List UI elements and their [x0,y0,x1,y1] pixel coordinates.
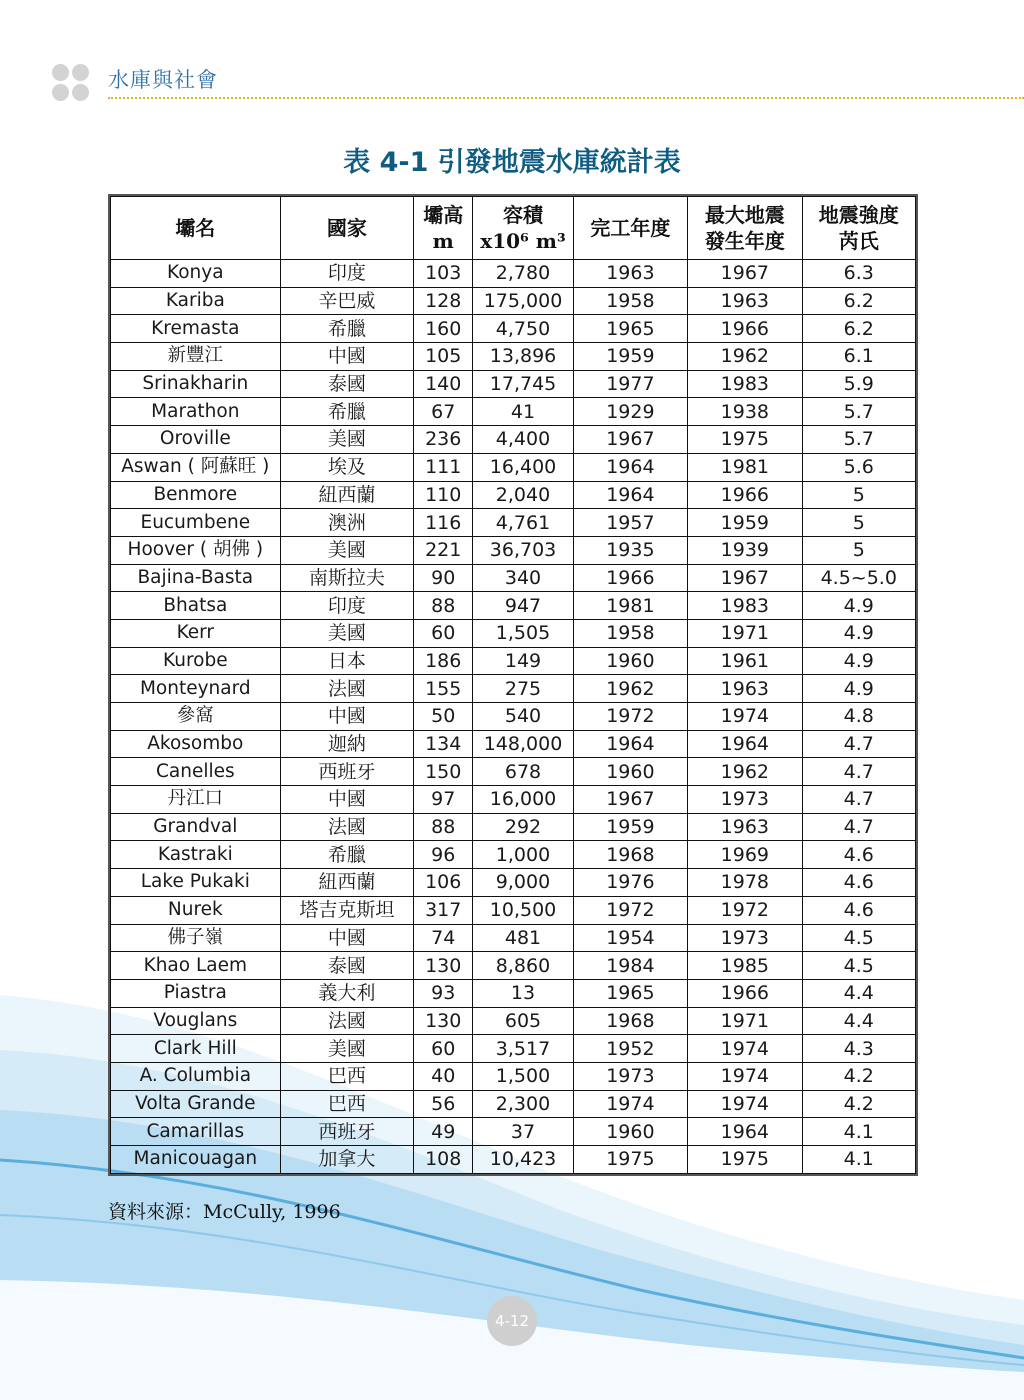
table-row [111,1146,916,1174]
table-row [111,315,916,343]
dam-name-cell: Kurobe [111,647,281,675]
completion-year-cell: 1963 [573,260,687,288]
table-row [111,924,916,952]
height-cell: 317 [414,896,473,924]
height-cell: 60 [414,619,473,647]
volume-cell: 540 [473,703,573,731]
magnitude-cell: 4.1 [802,1146,915,1174]
height-cell: 116 [414,509,473,537]
country-cell: 日本 [280,647,413,675]
magnitude-cell: 4.5 [802,924,915,952]
height-cell: 140 [414,370,473,398]
dam-name-cell: Hoover ( 胡佛 ) [111,536,281,564]
completion-year-cell: 1964 [573,481,687,509]
height-cell: 50 [414,703,473,731]
table-row [111,703,916,731]
page-number-badge: 4-12 [487,1296,537,1346]
volume-cell: 481 [473,924,573,952]
completion-year-cell: 1960 [573,647,687,675]
dam-name-cell: Benmore [111,481,281,509]
completion-year-cell: 1929 [573,398,687,426]
dam-name-cell: Khao Laem [111,952,281,980]
height-cell: 186 [414,647,473,675]
header-title: 水庫與社會 [108,68,218,92]
dam-name-cell: Piastra [111,979,281,1007]
volume-cell: 148,000 [473,730,573,758]
magnitude-cell: 6.2 [802,287,915,315]
magnitude-cell: 4.5 [802,952,915,980]
dam-name-cell: Akosombo [111,730,281,758]
quake-year-cell: 1959 [688,509,802,537]
magnitude-cell: 5 [802,481,915,509]
completion-year-cell: 1960 [573,1118,687,1146]
magnitude-cell: 4.7 [802,758,915,786]
height-cell: 150 [414,758,473,786]
dam-name-cell: Vouglans [111,1007,281,1035]
column-header-line1: 完工年度 [590,216,671,240]
quake-year-cell: 1974 [688,1090,802,1118]
column-header-line1: 壩名 [175,216,216,240]
column-header-line1: 最大地震 [704,203,785,227]
volume-cell: 678 [473,758,573,786]
dam-name-cell: Oroville [111,426,281,454]
volume-cell: 947 [473,592,573,620]
table-row [111,619,916,647]
quake-year-cell: 1964 [688,1118,802,1146]
dam-name-cell: 參窩 [111,703,281,731]
magnitude-cell: 4.9 [802,619,915,647]
magnitude-cell: 4.9 [802,675,915,703]
volume-cell: 4,400 [473,426,573,454]
completion-year-cell: 1973 [573,1062,687,1090]
height-cell: 110 [414,481,473,509]
table-row [111,952,916,980]
completion-year-cell: 1972 [573,703,687,731]
quake-year-cell: 1964 [688,730,802,758]
quake-year-cell: 1974 [688,703,802,731]
quake-year-cell: 1974 [688,1062,802,1090]
column-header [414,197,473,260]
height-cell: 88 [414,592,473,620]
volume-cell: 1,000 [473,841,573,869]
dam-name-cell: Grandval [111,813,281,841]
country-cell: 法國 [280,1007,413,1035]
table-row [111,1118,916,1146]
reservoir-earthquake-table [108,194,918,1176]
volume-cell: 149 [473,647,573,675]
completion-year-cell: 1968 [573,841,687,869]
column-header-line2: m [432,229,454,253]
magnitude-cell: 4.2 [802,1090,915,1118]
quake-year-cell: 1966 [688,481,802,509]
table-title: 表 4-1 引發地震水庫統計表 [343,147,681,178]
dam-name-cell: 新豐江 [111,343,281,371]
magnitude-cell: 4.7 [802,730,915,758]
country-cell: 泰國 [280,952,413,980]
height-cell: 56 [414,1090,473,1118]
completion-year-cell: 1977 [573,370,687,398]
quake-year-cell: 1985 [688,952,802,980]
country-cell: 泰國 [280,370,413,398]
quake-year-cell: 1963 [688,287,802,315]
dam-name-cell: Kastraki [111,841,281,869]
quake-year-cell: 1938 [688,398,802,426]
volume-cell: 10,423 [473,1146,573,1174]
volume-cell: 41 [473,398,573,426]
completion-year-cell: 1954 [573,924,687,952]
height-cell: 160 [414,315,473,343]
volume-cell: 10,500 [473,896,573,924]
table-row [111,536,916,564]
dam-name-cell: Kerr [111,619,281,647]
height-cell: 67 [414,398,473,426]
quake-year-cell: 1978 [688,869,802,897]
magnitude-cell: 4.9 [802,592,915,620]
completion-year-cell: 1975 [573,1146,687,1174]
column-header [111,197,281,260]
table-row [111,481,916,509]
completion-year-cell: 1959 [573,813,687,841]
table-row [111,647,916,675]
volume-cell: 1,500 [473,1062,573,1090]
height-cell: 74 [414,924,473,952]
quake-year-cell: 1963 [688,675,802,703]
quake-year-cell: 1966 [688,315,802,343]
magnitude-cell: 6.2 [802,315,915,343]
country-cell: 南斯拉夫 [280,564,413,592]
country-cell: 中國 [280,703,413,731]
height-cell: 103 [414,260,473,288]
height-cell: 106 [414,869,473,897]
country-cell: 埃及 [280,453,413,481]
completion-year-cell: 1981 [573,592,687,620]
volume-cell: 13,896 [473,343,573,371]
table-row [111,813,916,841]
magnitude-cell: 5.9 [802,370,915,398]
country-cell: 西班牙 [280,758,413,786]
table-row [111,1062,916,1090]
completion-year-cell: 1957 [573,509,687,537]
magnitude-cell: 5.6 [802,453,915,481]
table-row [111,1035,916,1063]
country-cell: 塔吉克斯坦 [280,896,413,924]
country-cell: 迦納 [280,730,413,758]
magnitude-cell: 4.6 [802,896,915,924]
magnitude-cell: 4.4 [802,979,915,1007]
column-header [688,197,802,260]
table-row [111,675,916,703]
dam-name-cell: Camarillas [111,1118,281,1146]
country-cell: 巴西 [280,1062,413,1090]
country-cell: 加拿大 [280,1146,413,1174]
table-row [111,260,916,288]
dam-name-cell: A. Columbia [111,1062,281,1090]
quake-year-cell: 1981 [688,453,802,481]
completion-year-cell: 1962 [573,675,687,703]
completion-year-cell: 1976 [573,869,687,897]
completion-year-cell: 1958 [573,619,687,647]
completion-year-cell: 1967 [573,426,687,454]
quake-year-cell: 1963 [688,813,802,841]
column-header-line2: x10⁶ m³ [480,229,566,253]
quake-year-cell: 1962 [688,758,802,786]
volume-cell: 37 [473,1118,573,1146]
dam-name-cell: Canelles [111,758,281,786]
dam-name-cell: Volta Grande [111,1090,281,1118]
table-header-row [111,197,916,260]
table-row [111,979,916,1007]
dam-name-cell: Lake Pukaki [111,869,281,897]
dam-name-cell: Nurek [111,896,281,924]
dam-name-cell: Clark Hill [111,1035,281,1063]
dam-name-cell: Kremasta [111,315,281,343]
completion-year-cell: 1984 [573,952,687,980]
table-row [111,730,916,758]
volume-cell: 3,517 [473,1035,573,1063]
magnitude-cell: 4.3 [802,1035,915,1063]
dam-name-cell: 丹江口 [111,786,281,814]
height-cell: 96 [414,841,473,869]
dam-name-cell: Bajina-Basta [111,564,281,592]
magnitude-cell: 4.6 [802,841,915,869]
quake-year-cell: 1973 [688,924,802,952]
volume-cell: 2,040 [473,481,573,509]
quake-year-cell: 1983 [688,592,802,620]
height-cell: 108 [414,1146,473,1174]
quake-year-cell: 1973 [688,786,802,814]
table-row [111,343,916,371]
quake-year-cell: 1967 [688,564,802,592]
table-row [111,398,916,426]
volume-cell: 2,300 [473,1090,573,1118]
magnitude-cell: 4.9 [802,647,915,675]
quake-year-cell: 1939 [688,536,802,564]
table-row [111,786,916,814]
height-cell: 60 [414,1035,473,1063]
country-cell: 西班牙 [280,1118,413,1146]
table-row [111,370,916,398]
country-cell: 中國 [280,786,413,814]
country-cell: 希臘 [280,315,413,343]
completion-year-cell: 1964 [573,453,687,481]
country-cell: 辛巴威 [280,287,413,315]
column-header [280,197,413,260]
table-row [111,592,916,620]
height-cell: 111 [414,453,473,481]
quake-year-cell: 1967 [688,260,802,288]
volume-cell: 16,000 [473,786,573,814]
volume-cell: 16,400 [473,453,573,481]
volume-cell: 13 [473,979,573,1007]
column-header-line2: 芮氏 [838,229,879,253]
height-cell: 40 [414,1062,473,1090]
height-cell: 49 [414,1118,473,1146]
country-cell: 中國 [280,343,413,371]
table-row [111,287,916,315]
quake-year-cell: 1983 [688,370,802,398]
completion-year-cell: 1964 [573,730,687,758]
volume-cell: 1,505 [473,619,573,647]
volume-cell: 36,703 [473,536,573,564]
column-header-line1: 國家 [326,216,367,240]
dam-name-cell: 佛子嶺 [111,924,281,952]
volume-cell: 275 [473,675,573,703]
country-cell: 印度 [280,260,413,288]
column-header [573,197,687,260]
magnitude-cell: 4.6 [802,869,915,897]
magnitude-cell: 5.7 [802,398,915,426]
dam-name-cell: Eucumbene [111,509,281,537]
magnitude-cell: 4.1 [802,1118,915,1146]
height-cell: 128 [414,287,473,315]
volume-cell: 4,761 [473,509,573,537]
completion-year-cell: 1965 [573,979,687,1007]
quake-year-cell: 1969 [688,841,802,869]
table-row [111,841,916,869]
country-cell: 澳洲 [280,509,413,537]
column-header [802,197,915,260]
table-row [111,1090,916,1118]
country-cell: 紐西蘭 [280,481,413,509]
magnitude-cell: 5.7 [802,426,915,454]
country-cell: 中國 [280,924,413,952]
country-cell: 紐西蘭 [280,869,413,897]
magnitude-cell: 4.2 [802,1062,915,1090]
height-cell: 134 [414,730,473,758]
column-header-line1: 容積 [503,203,543,227]
country-cell: 美國 [280,536,413,564]
table-row [111,509,916,537]
country-cell: 美國 [280,619,413,647]
dam-name-cell: Kariba [111,287,281,315]
table-row [111,869,916,897]
column-header-line1: 地震強度 [818,203,899,227]
quake-year-cell: 1975 [688,426,802,454]
table-row [111,564,916,592]
table-row [111,426,916,454]
table-row [111,1007,916,1035]
height-cell: 93 [414,979,473,1007]
volume-cell: 175,000 [473,287,573,315]
completion-year-cell: 1960 [573,758,687,786]
quake-year-cell: 1962 [688,343,802,371]
header-dots-icon [52,64,92,104]
country-cell: 巴西 [280,1090,413,1118]
dam-name-cell: Manicouagan [111,1146,281,1174]
completion-year-cell: 1967 [573,786,687,814]
volume-cell: 8,860 [473,952,573,980]
dam-name-cell: Aswan ( 阿蘇旺 ) [111,453,281,481]
dam-name-cell: Konya [111,260,281,288]
quake-year-cell: 1975 [688,1146,802,1174]
height-cell: 88 [414,813,473,841]
magnitude-cell: 5 [802,536,915,564]
source-note: 資料來源：McCully, 1996 [108,1201,341,1223]
completion-year-cell: 1968 [573,1007,687,1035]
height-cell: 130 [414,1007,473,1035]
quake-year-cell: 1961 [688,647,802,675]
magnitude-cell: 4.5~5.0 [802,564,915,592]
table-row [111,758,916,786]
country-cell: 美國 [280,426,413,454]
volume-cell: 2,780 [473,260,573,288]
volume-cell: 292 [473,813,573,841]
completion-year-cell: 1952 [573,1035,687,1063]
height-cell: 221 [414,536,473,564]
dam-name-cell: Bhatsa [111,592,281,620]
magnitude-cell: 6.1 [802,343,915,371]
completion-year-cell: 1972 [573,896,687,924]
height-cell: 105 [414,343,473,371]
quake-year-cell: 1971 [688,619,802,647]
volume-cell: 605 [473,1007,573,1035]
volume-cell: 340 [473,564,573,592]
country-cell: 希臘 [280,398,413,426]
volume-cell: 17,745 [473,370,573,398]
height-cell: 97 [414,786,473,814]
completion-year-cell: 1959 [573,343,687,371]
column-header-line1: 壩高 [423,203,464,227]
volume-cell: 9,000 [473,869,573,897]
quake-year-cell: 1971 [688,1007,802,1035]
magnitude-cell: 5 [802,509,915,537]
data-table [110,196,916,1174]
country-cell: 印度 [280,592,413,620]
country-cell: 法國 [280,813,413,841]
country-cell: 希臘 [280,841,413,869]
completion-year-cell: 1966 [573,564,687,592]
magnitude-cell: 4.8 [802,703,915,731]
magnitude-cell: 4.7 [802,786,915,814]
dam-name-cell: Marathon [111,398,281,426]
table-row [111,896,916,924]
height-cell: 155 [414,675,473,703]
quake-year-cell: 1974 [688,1035,802,1063]
dam-name-cell: Srinakharin [111,370,281,398]
volume-cell: 4,750 [473,315,573,343]
magnitude-cell: 4.4 [802,1007,915,1035]
completion-year-cell: 1935 [573,536,687,564]
dam-name-cell: Monteynard [111,675,281,703]
column-header [473,197,573,260]
quake-year-cell: 1966 [688,979,802,1007]
magnitude-cell: 6.3 [802,260,915,288]
quake-year-cell: 1972 [688,896,802,924]
completion-year-cell: 1974 [573,1090,687,1118]
height-cell: 236 [414,426,473,454]
height-cell: 90 [414,564,473,592]
header-divider [108,97,1024,99]
height-cell: 130 [414,952,473,980]
table-body [111,260,916,1174]
completion-year-cell: 1965 [573,315,687,343]
country-cell: 義大利 [280,979,413,1007]
running-header [52,64,1024,104]
completion-year-cell: 1958 [573,287,687,315]
country-cell: 美國 [280,1035,413,1063]
column-header-line2: 發生年度 [704,229,785,253]
table-row [111,453,916,481]
magnitude-cell: 4.7 [802,813,915,841]
country-cell: 法國 [280,675,413,703]
